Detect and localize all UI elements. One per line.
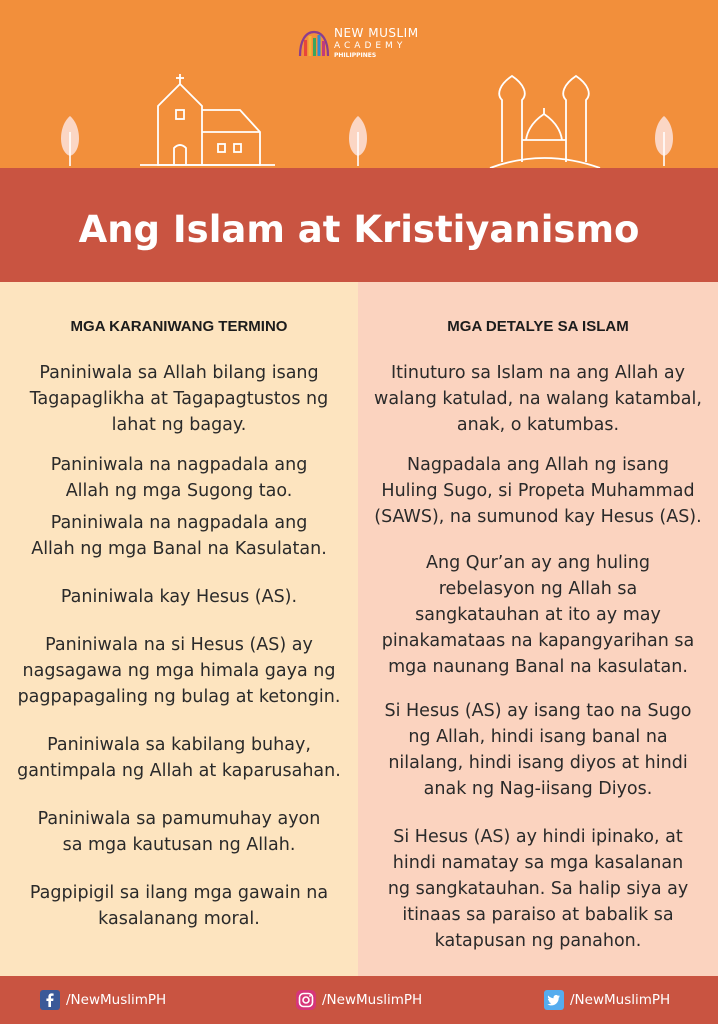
list-item-line: Paniniwala sa kabilang buhay, — [47, 735, 311, 755]
islam-details-heading: MGA DETALYE SA ISLAM — [447, 318, 629, 335]
list-item-line: pinakamataas na kapangyarihan sa — [381, 631, 695, 651]
list-item-line: ng Allah, hindi isang banal na — [408, 727, 668, 747]
facebook-handle: /NewMuslimPH — [66, 992, 167, 1008]
list-item — [358, 698, 718, 802]
academy-logo-icon — [296, 26, 332, 60]
brand-subname: ACADEMY — [334, 41, 407, 51]
list-item-line: anak ng Nag-iisang Diyos. — [423, 779, 653, 799]
brand-name: NEW MUSLIM — [334, 26, 419, 40]
instagram-handle: /NewMuslimPH — [322, 992, 423, 1008]
list-item-line: Paniniwala sa Allah bilang isang — [39, 363, 319, 383]
brand-country: PHILIPPINES — [334, 52, 377, 59]
list-item-line: katapusan ng panahon. — [434, 931, 642, 951]
twitter-icon — [544, 990, 564, 1010]
list-item-line: Pagpipigil sa ilang mga gawain na — [29, 883, 329, 903]
list-item-line: kasalanang moral. — [98, 909, 260, 929]
list-item — [0, 452, 358, 504]
list-item-line: (SAWS), na sumunod kay Hesus (AS). — [374, 507, 702, 527]
header-illustration — [0, 70, 718, 170]
church-icon — [140, 74, 275, 165]
mosque-icon — [490, 76, 600, 168]
list-item-line: sangkatauhan at ito ay may — [415, 605, 661, 625]
list-item — [0, 806, 358, 858]
list-item-line: Huling Sugo, si Propeta Muhammad — [381, 481, 695, 501]
instagram-icon — [296, 990, 316, 1010]
common-terms-column — [0, 282, 358, 976]
brand-text — [334, 26, 419, 59]
tree-icon — [61, 116, 79, 166]
list-item-line: mga naunang Banal na kasulatan. — [388, 657, 688, 677]
list-item-line: Paniniwala sa pamumuhay ayon — [37, 809, 321, 829]
list-item-line: gantimpala ng Allah at kaparusahan. — [17, 761, 341, 781]
twitter-link[interactable] — [544, 988, 670, 1012]
list-item — [0, 510, 358, 562]
list-item — [0, 732, 358, 784]
list-item-line: rebelasyon ng Allah sa — [438, 579, 638, 599]
list-item-line: Ang Qur’an ay ang huling — [426, 553, 650, 573]
list-item — [358, 360, 718, 438]
list-item-line: nagsagawa ng mga himala gaya ng — [22, 661, 336, 681]
list-item-line: itinaas sa paraiso at babalik sa — [402, 905, 674, 925]
list-item — [0, 584, 358, 610]
list-item-line: sa mga kautusan ng Allah. — [62, 835, 296, 855]
header-band — [0, 0, 718, 170]
list-item — [0, 360, 358, 438]
brand-logo — [296, 24, 436, 72]
tree-icon — [655, 116, 673, 166]
facebook-icon — [40, 990, 60, 1010]
list-item-line: Paniniwala na nagpadala ang — [50, 513, 308, 533]
list-item-line: anak, o katumbas. — [456, 415, 620, 435]
list-item-line: Itinuturo sa Islam na ang Allah ay — [391, 363, 685, 383]
list-item — [0, 632, 358, 710]
title-band — [0, 168, 718, 282]
instagram-link[interactable] — [296, 988, 422, 1012]
list-item-line: Nagpadala ang Allah ng isang — [407, 455, 669, 475]
facebook-link[interactable] — [40, 988, 166, 1012]
list-item-line: lahat ng bagay. — [111, 415, 247, 435]
list-item-line: hindi namatay sa mga kasalanan — [392, 853, 684, 873]
list-item-line: pagpapagaling ng bulag at ketongin. — [17, 687, 341, 707]
islam-details-column — [358, 282, 718, 976]
common-terms-heading: MGA KARANIWANG TERMINO — [70, 318, 288, 335]
list-item-line: Tagapaglikha at Tagapagtustos ng — [29, 389, 329, 409]
list-item-line: Allah ng mga Banal na Kasulatan. — [31, 539, 327, 559]
page-title: Ang Islam at Kristiyanismo — [78, 208, 640, 251]
list-item-line: Si Hesus (AS) ay hindi ipinako, at — [393, 827, 683, 847]
list-item — [358, 550, 718, 680]
twitter-handle: /NewMuslimPH — [570, 992, 671, 1008]
list-item-line: nilalang, hindi isang diyos at hindi — [388, 753, 688, 773]
footer-band — [0, 976, 718, 1024]
list-item-line: Paniniwala na nagpadala ang — [50, 455, 308, 475]
list-item-line: Si Hesus (AS) ay isang tao na Sugo — [384, 701, 692, 721]
list-item-line: Paniniwala na si Hesus (AS) ay — [45, 635, 313, 655]
tree-icon — [349, 116, 367, 166]
list-item-line: walang katulad, na walang katambal, — [374, 389, 702, 409]
list-item-line: Allah ng mga Sugong tao. — [65, 481, 293, 501]
list-item — [0, 880, 358, 932]
list-item-line: Paniniwala kay Hesus (AS). — [60, 587, 298, 607]
list-item-line: ng sangkatauhan. Sa halip siya ay — [387, 879, 689, 899]
list-item — [358, 452, 718, 530]
list-item — [358, 824, 718, 954]
